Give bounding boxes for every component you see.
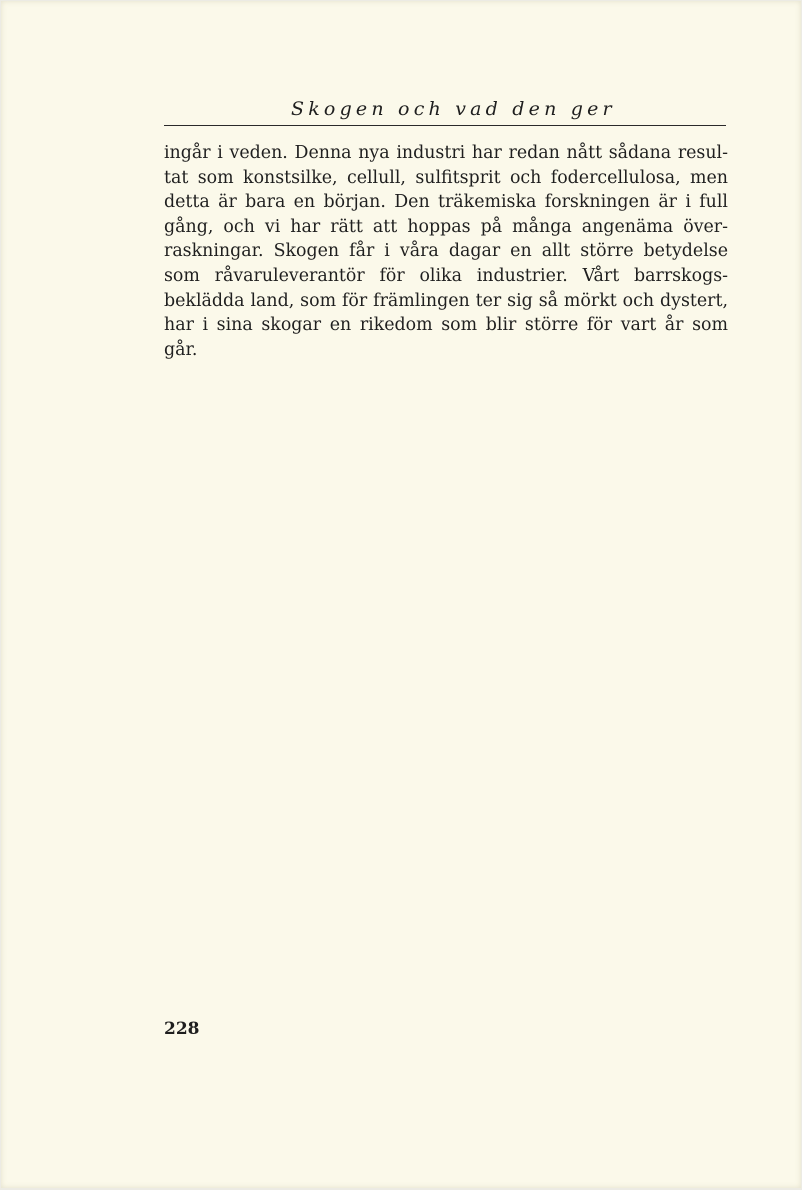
text-line: som råvaruleverantör för olika industrier. Vårt barrskogs- [164, 265, 728, 286]
text-line: tat som konstsilke, cellull, sulfitsprit och fodercellulosa, men [164, 167, 728, 188]
text-line: ingår i veden. Denna nya industri har redan nått sådana resul- [164, 143, 728, 163]
text-line: raskningar. Skogen får i våra dagar en allt större betydelse [164, 241, 728, 262]
text-line: gång, och vi har rätt att hoppas på många angenäma över- [164, 216, 728, 237]
body-paragraph [164, 141, 728, 362]
running-head [164, 97, 726, 126]
text-line: har i sina skogar en rikedom som blir större för vart år som [164, 315, 728, 336]
running-title: Skogen och vad den ger [291, 98, 616, 120]
page-number: 228 [164, 1019, 200, 1039]
text-line: beklädda land, som för främlingen ter sig så mörkt och dystert, [164, 290, 728, 311]
book-page [1, 1, 801, 1188]
text-line: detta är bara en början. Den träkemiska forskningen är i full [164, 192, 728, 213]
text-line: går. [164, 339, 198, 360]
